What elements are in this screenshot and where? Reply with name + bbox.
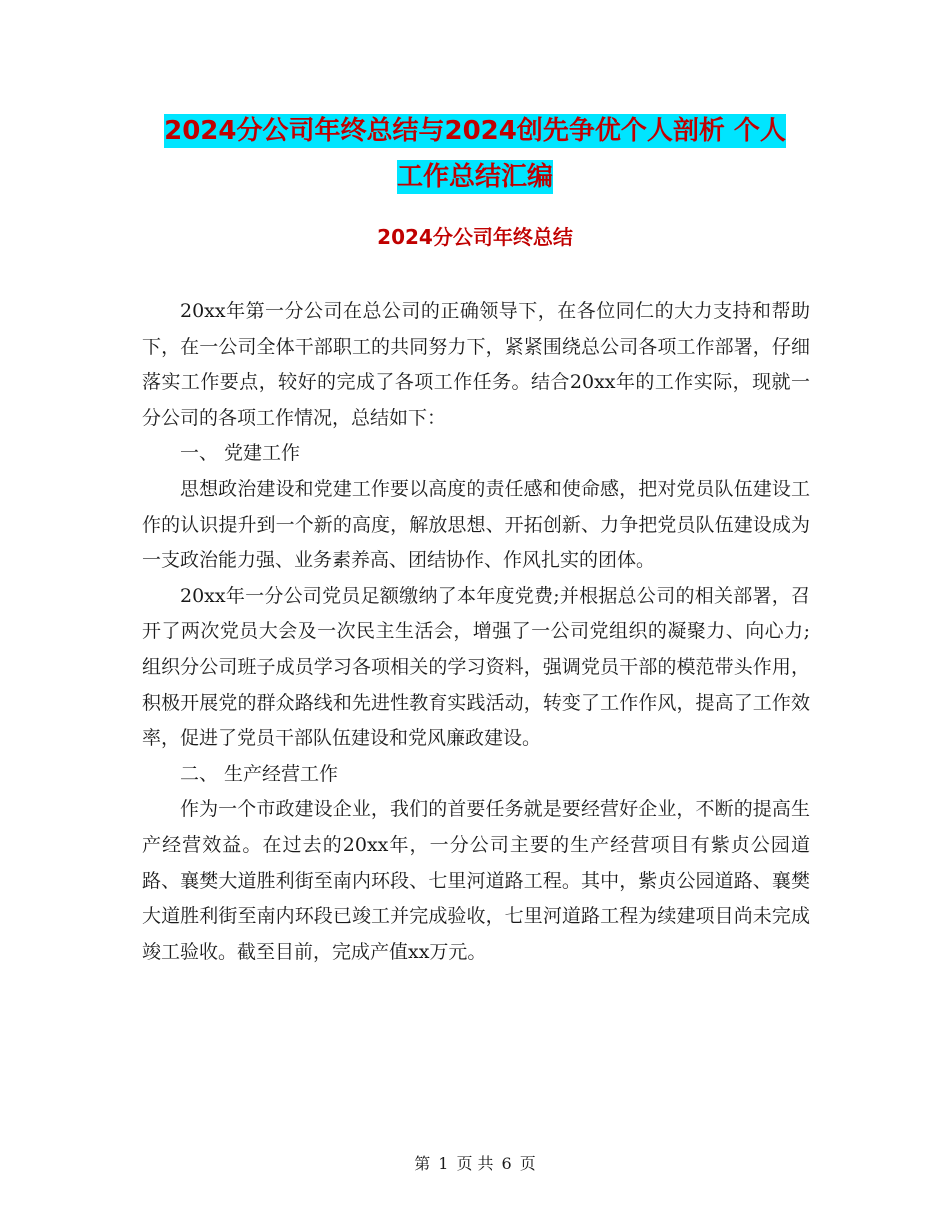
footer-prefix: 第 [414,1154,431,1173]
section-title: 2024分公司年终总结 [377,225,573,249]
heading-production: 二、 生产经营工作 [180,762,339,785]
paragraph-party-activities: 20xx年一分公司党员足额缴纳了本年度党费;并根据总公司的相关部署，召开了两次党员大会及一次民主生活会，增强了一公司党组织的凝聚力、向心力;组织分公司班子成员学习各项相关的学习资料，强调党员干部的模范带头作用，积极开展党的群众路线和先进性教育实践活动，转变了工作作风，提高了工作效率，促进了党员干部队伍建设和党风廉政建设。 [142,584,810,750]
page-footer [0,1152,950,1176]
footer-total-pages: 6 [501,1154,512,1173]
footer-mid: 页 共 [456,1154,494,1173]
document-title-line2: 工作总结汇编 [396,162,553,192]
document-body [142,294,810,970]
paragraph-party-building: 思想政治建设和党建工作要以高度的责任感和使命感，把对党员队伍建设工作的认识提升到一个新的高度，解放思想、开拓创新、力争把党员队伍建设成为一支政治能力强、业务素养高、团结协作、作风扎实的团体。 [142,477,810,572]
heading-party-building: 一、 党建工作 [180,442,301,465]
document-title [0,108,950,200]
footer-current-page: 1 [438,1154,449,1173]
paragraph-intro: 20xx年第一分公司在总公司的正确领导下，在各位同仁的大力支持和帮助下，在一公司全体干部职工的共同努力下，紧紧围绕总公司各项工作部署，仔细落实工作要点，较好的完成了各项工作任务。结合20xx年的工作实际，现就一分公司的各项工作情况，总结如下： [142,300,810,429]
document-title-line1: 2024分公司年终总结与2024创先争优个人剖析 个人 [164,116,786,146]
paragraph-production: 作为一个市政建设企业，我们的首要任务就是要经营好企业，不断的提高生产经营效益。在过去的20xx年，一分公司主要的生产经营项目有紫贞公园道路、襄樊大道胜利街至南内环段、七里河道路工程。其中，紫贞公园道路、襄樊大道胜利街至南内环段已竣工并完成验收，七里河道路工程为续建项目尚未完成竣工验收。截至目前，完成产值xx万元。 [142,798,810,963]
footer-suffix: 页 [519,1154,536,1173]
